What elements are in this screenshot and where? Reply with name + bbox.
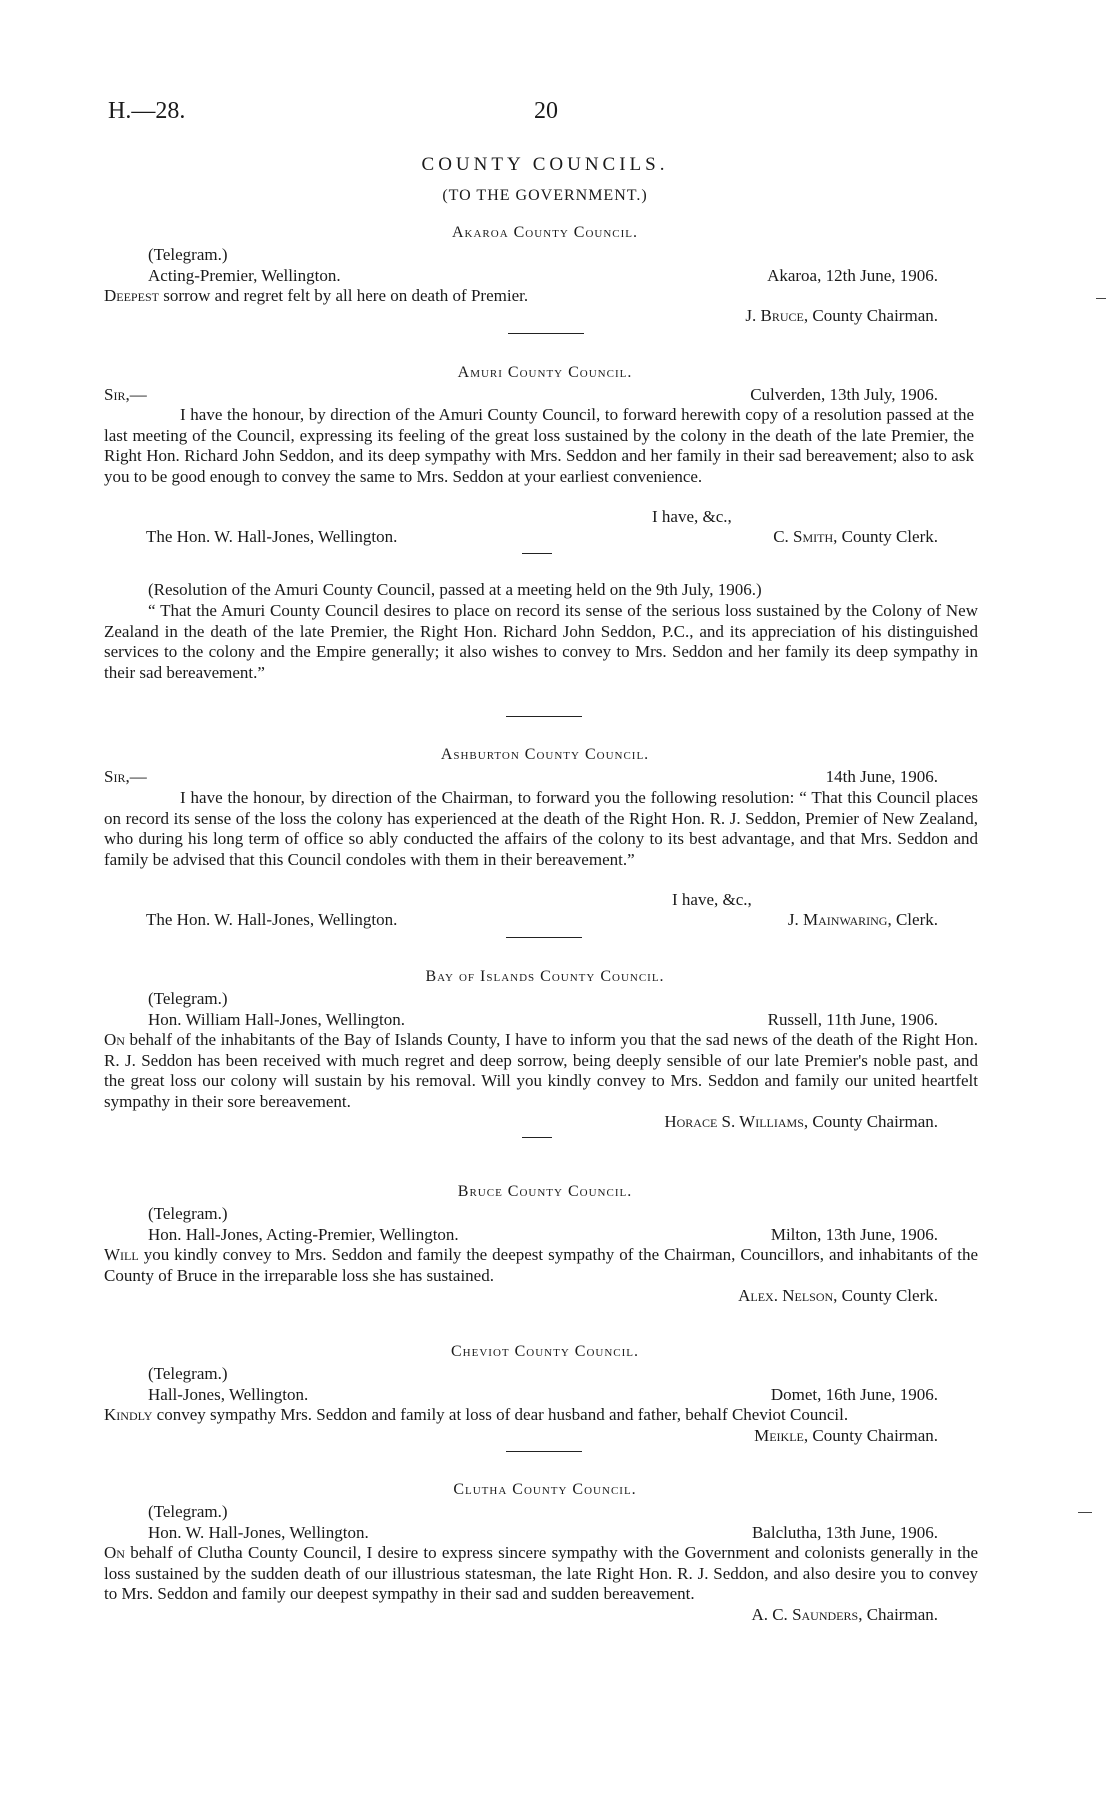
bruce-telegram-label: (Telegram.) [148, 1204, 228, 1223]
document-reference: H.—28. [108, 98, 186, 124]
akaroa-telegram-label: (Telegram.) [148, 245, 228, 264]
bruce-sig-name: Alex. Nelson [738, 1286, 834, 1305]
section-rule [506, 937, 582, 938]
akaroa-sig-initial: J. [745, 306, 761, 325]
bay-of-islands-sig-name: Horace S. Williams [664, 1112, 804, 1131]
clutha-message-text: behalf of Clutha County Council, I desire to express sincere sympathy with the Government and colonists generally in the loss sustained by the sudden death of our illustrious statesman, the late Right Hon. R. J. Seddon, and also desire you to convey to Mrs. Seddon and family our deepest sympathy in their sad and sudden bereavement. [104, 1543, 978, 1603]
bay-of-islands-first-word: On [104, 1030, 125, 1049]
bruce-signature [738, 1286, 938, 1306]
akaroa-message-text: sorrow and regret felt by all here on death of Premier. [158, 286, 529, 305]
akaroa-addressee: Acting-Premier, Wellington. [148, 266, 341, 285]
akaroa-message-first-word: Deepest [104, 286, 159, 305]
clutha-message [104, 1543, 978, 1605]
page-subtitle: (TO THE GOVERNMENT.) [442, 187, 648, 204]
amuri-place-date: Culverden, 13th July, 1906. [750, 385, 938, 404]
clutha-sig-initial: A. C. [751, 1605, 793, 1624]
bruce-place-date: Milton, 13th June, 1906. [770, 1225, 938, 1244]
amuri-sig-title: , County Clerk. [833, 527, 938, 546]
akaroa-heading: Akaroa County Council. [451, 224, 639, 241]
clutha-telegram-label: (Telegram.) [148, 1502, 228, 1521]
bay-of-islands-signature [664, 1112, 938, 1132]
ashburton-date: 14th June, 1906. [825, 767, 938, 786]
amuri-sig-name: Smith [793, 527, 834, 546]
cheviot-first-word: Kindly [104, 1405, 153, 1424]
margin-mark [1096, 298, 1106, 299]
clutha-sig-name: Saunders [792, 1605, 859, 1624]
bruce-message [104, 1245, 978, 1286]
cheviot-telegram-label: (Telegram.) [148, 1364, 228, 1383]
akaroa-signature [745, 306, 938, 326]
ashburton-letter-body: I have the honour, by direction of the Chairman, to forward you the following resolution: “ That this Council places on record its sense of the loss the colony has experienced at the death of the Right Hon. R. J. Seddon, Premier of New Zealand, who during his long term of office so ably conducted the affairs of the colony to its best advantage, and that Mrs. Seddon and family be advised that this Council condoles with them in their bereavement.” [104, 788, 978, 869]
amuri-resolution-heading: (Resolution of the Amuri County Council, passed at a meeting held on the 9th July, 1906.) [148, 580, 762, 599]
ashburton-sig-initial: J. [787, 910, 804, 929]
cheviot-place-date: Domet, 16th June, 1906. [770, 1385, 938, 1404]
akaroa-place-date: Akaroa, 12th June, 1906. [767, 266, 938, 285]
bay-of-islands-telegram-label: (Telegram.) [148, 989, 228, 1008]
cheviot-addressee: Hall-Jones, Wellington. [148, 1385, 309, 1404]
amuri-signature [773, 527, 938, 547]
page-title: COUNTY COUNCILS. [421, 154, 669, 175]
bruce-message-text: you kindly convey to Mrs. Seddon and family the deepest sympathy of the Chairman, Councillors, and inhabitants of the County of Bruce in the irreparable loss she has sustained. [104, 1245, 978, 1285]
clutha-heading: Clutha County Council. [453, 1481, 637, 1498]
bay-of-islands-place-date: Russell, 11th June, 1906. [767, 1010, 938, 1029]
clutha-addressee: Hon. W. Hall-Jones, Wellington. [148, 1523, 369, 1542]
amuri-closing: I have, &c., [652, 507, 732, 526]
amuri-sig-initial: C. [773, 527, 794, 546]
akaroa-sig-title: , County Chairman. [803, 306, 938, 325]
bruce-first-word: Will [104, 1245, 139, 1264]
page-number: 20 [534, 98, 558, 124]
short-rule [522, 1137, 552, 1138]
amuri-resolution-text: “ That the Amuri County Council desires to place on record its sense of the serious loss sustained by the Colony of New Zealand in the death of the late Premier, the Right Hon. Richard John Seddon, P.C., and its appreciation of his distinguished services to the colony and the Empire generally; it also wishes to convey to Mrs. Seddon and her family its deep sympathy in their sad bereavement.” [104, 601, 978, 682]
clutha-place-date: Balclutha, 13th June, 1906. [751, 1523, 938, 1542]
bruce-heading: Bruce County Council. [457, 1183, 633, 1200]
margin-mark [1078, 1512, 1092, 1513]
akaroa-sig-name: Bruce [760, 306, 804, 325]
ashburton-sig-name: Mainwaring [803, 910, 888, 929]
bay-of-islands-sig-title: , County Chairman. [803, 1112, 938, 1131]
cheviot-sig-name: Meikle [754, 1426, 804, 1445]
ashburton-addressee: The Hon. W. Hall-Jones, Wellington. [146, 910, 398, 929]
amuri-salutation: Sir,— [104, 385, 147, 404]
amuri-letter-body: I have the honour, by direction of the Amuri County Council, to forward herewith copy of a resolution passed at the last meeting of the Council, expressing its feeling of the great loss sustained by the colony in the death of the late Premier, the Right Hon. Richard John Seddon, and its deep sympathy with Mrs. Seddon and her family in their sad bereavement; also to ask you to be good enough to convey the same to Mrs. Seddon at your earliest convenience. [104, 405, 974, 486]
bay-of-islands-addressee: Hon. William Hall-Jones, Wellington. [148, 1010, 406, 1029]
amuri-heading: Amuri County Council. [457, 364, 633, 381]
cheviot-heading: Cheviot County Council. [451, 1343, 639, 1360]
clutha-sig-title: , Chairman. [858, 1605, 938, 1624]
ashburton-closing: I have, &c., [672, 890, 752, 909]
bay-of-islands-heading: Bay of Islands County Council. [425, 968, 665, 985]
clutha-signature [751, 1605, 938, 1625]
cheviot-signature [754, 1426, 938, 1446]
section-rule [508, 333, 584, 334]
short-rule [522, 553, 552, 554]
cheviot-sig-title: , County Chairman. [803, 1426, 938, 1445]
cheviot-message [104, 1405, 978, 1426]
ashburton-sig-title: , Clerk. [887, 910, 938, 929]
section-rule [506, 716, 582, 717]
clutha-first-word: On [104, 1543, 125, 1562]
bruce-sig-title: , County Clerk. [833, 1286, 938, 1305]
bay-of-islands-message [104, 1030, 978, 1112]
ashburton-salutation: Sir,— [104, 767, 147, 786]
section-rule [506, 1451, 582, 1452]
ashburton-heading: Ashburton County Council. [440, 746, 650, 763]
bay-of-islands-message-text: behalf of the inhabitants of the Bay of Islands County, I have to inform you that the sad news of the death of the Right Hon. R. J. Seddon has been received with much regret and deep sorrow, being deeply sensible of our late Premier's noble past, and the great loss our colony will sustain by his removal. Will you kindly convey to Mrs. Seddon and family our united heartfelt sympathy in their sore bereavement. [104, 1030, 978, 1111]
ashburton-signature [788, 910, 938, 930]
amuri-addressee: The Hon. W. Hall-Jones, Wellington. [146, 527, 398, 546]
cheviot-message-text: convey sympathy Mrs. Seddon and family at loss of dear husband and father, behalf Cheviot Council. [152, 1405, 849, 1424]
bruce-addressee: Hon. Hall-Jones, Acting-Premier, Wellington. [148, 1225, 459, 1244]
akaroa-message [104, 286, 528, 306]
